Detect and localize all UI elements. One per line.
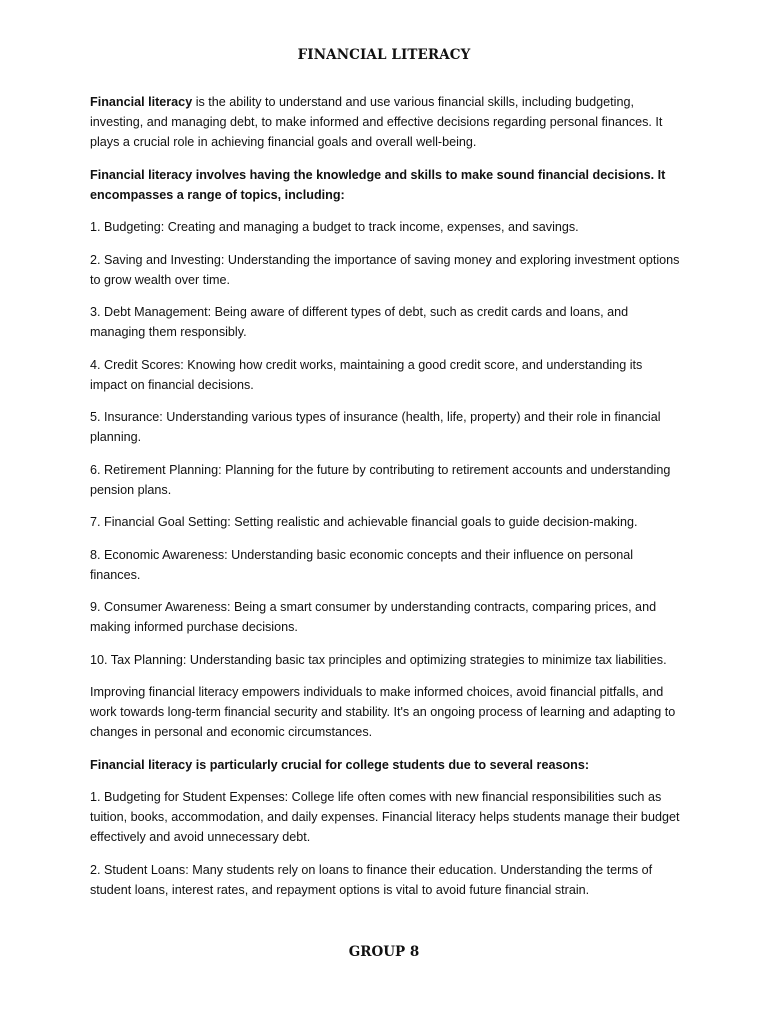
topic-item: 8. Economic Awareness: Understanding basic economic concepts and their influence on personal finances. xyxy=(90,547,634,582)
topic-item: 6. Retirement Planning: Planning for the future by contributing to retirement accounts and understanding pension plans. xyxy=(90,462,671,497)
topic-item: 3. Debt Management: Being aware of different types of debt, such as credit cards and loans, and managing them responsibly. xyxy=(90,305,629,339)
topic-item: 10. Tax Planning: Understanding basic tax principles and optimizing strategies to minimize tax liabilities. xyxy=(90,652,667,667)
intro-paragraph xyxy=(90,92,680,152)
intro-text: is the ability to understand and use various financial skills, including budgeting, investing, and managing debt, to make informed and effective decisions regarding personal finances. It plays a crucial role in achieving financial goals and overall well-being. xyxy=(90,95,663,149)
topic-item: 2. Saving and Investing: Understanding the importance of saving money and exploring investment options to grow wealth over time. xyxy=(90,252,680,287)
intro-term: Financial literacy xyxy=(90,95,193,109)
topic-item: 4. Credit Scores: Knowing how credit works, maintaining a good credit score, and understanding its impact on financial decisions. xyxy=(90,357,643,392)
topics-heading: Financial literacy involves having the knowledge and skills to make sound financial decisions. It encompasses a range of topics, including: xyxy=(90,167,666,202)
topic-item: 5. Insurance: Understanding various types of insurance (health, life, property) and their role in financial planning. xyxy=(90,410,661,444)
student-reason-item: 1. Budgeting for Student Expenses: College life often comes with new financial responsibilities such as tuition, books, accommodation, and daily expenses. Financial literacy helps students manage their budget effectively and avoid unnecessary debt. xyxy=(90,790,680,844)
student-reason-item: 2. Student Loans: Many students rely on loans to finance their education. Understanding the terms of student loans, interest rates, and repayment options is vital to avoid future financial strain. xyxy=(90,862,653,897)
topic-item: 1. Budgeting: Creating and managing a budget to track income, expenses, and savings. xyxy=(90,220,579,234)
students-heading: Financial literacy is particularly crucial for college students due to several reasons: xyxy=(90,757,590,772)
document-body xyxy=(90,92,680,912)
topic-item: 7. Financial Goal Setting: Setting realistic and achievable financial goals to guide decision-making. xyxy=(90,515,638,529)
document-footer: GROUP 8 xyxy=(348,944,420,960)
document-title: FINANCIAL LITERACY xyxy=(297,47,471,63)
conclusion-paragraph: Improving financial literacy empowers individuals to make informed choices, avoid financial pitfalls, and work towards long-term financial security and stability. It's an ongoing process of learning and adapting to changes in personal and economic circumstances. xyxy=(90,685,676,739)
topic-item: 9. Consumer Awareness: Being a smart consumer by understanding contracts, comparing prices, and making informed purchase decisions. xyxy=(90,600,657,634)
